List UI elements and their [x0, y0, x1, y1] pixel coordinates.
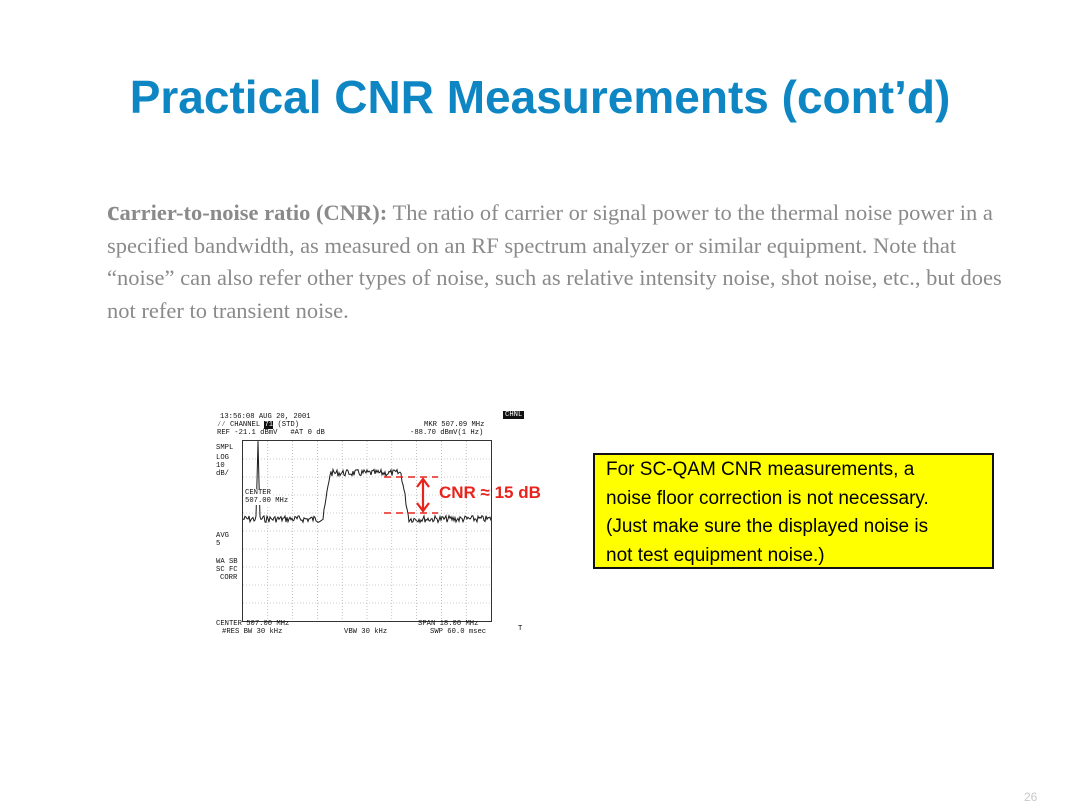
analyzer-reference-level: REF -21.1 dBmV #AT 0 dB — [217, 429, 325, 437]
definition-term — [107, 196, 388, 227]
note-box — [593, 453, 994, 569]
analyzer-channel-number: 71 — [264, 421, 274, 429]
note-line: For SC-QAM CNR measurements, a — [606, 459, 915, 480]
analyzer-center-value: 507.00 MHz — [245, 497, 289, 505]
analyzer-side-sc: SC FC — [216, 566, 238, 574]
analyzer-footer-center: CENTER 507.00 MHz — [216, 620, 290, 628]
analyzer-footer-t: T — [518, 625, 523, 633]
analyzer-marker-frequency: MKR 507.09 MHz — [424, 421, 485, 429]
analyzer-footer-span: SPAN 18.00 MHz — [418, 620, 479, 628]
spectrum-analyzer-screenshot — [212, 410, 542, 642]
analyzer-side-log: LOG — [216, 454, 229, 462]
definition-term-initial: c — [107, 196, 120, 227]
analyzer-footer-vbw: VBW 30 kHz — [344, 628, 388, 636]
analyzer-side-wa: WA SB — [216, 558, 238, 566]
slide-title: Practical CNR Measurements (cont’d) — [129, 71, 951, 123]
analyzer-mode-badge: CHNL — [505, 411, 523, 419]
cnr-definition — [107, 196, 1007, 327]
analyzer-side-scale: 10 — [216, 462, 225, 470]
spectrum-svg — [243, 441, 491, 621]
note-line: (Just make sure the displayed noise is — [606, 516, 929, 537]
cnr-label: CNR ≈ 15 dB — [439, 483, 541, 502]
analyzer-footer-sweep: SWP 60.0 msec — [430, 628, 487, 636]
note-line: noise floor correction is not necessary. — [606, 487, 929, 509]
analyzer-side-corr: CORR — [220, 574, 238, 582]
definition-term-rest: arrier-to-noise ratio (CNR): — [119, 200, 388, 225]
analyzer-side-smpl: SMPL — [216, 444, 234, 452]
analyzer-side-avg-value: 5 — [216, 540, 221, 548]
page-number: 26 — [1024, 790, 1038, 804]
graticule — [243, 441, 491, 621]
analyzer-timestamp: 13:56:08 AUG 20, 2001 — [220, 413, 311, 421]
analyzer-side-avg: AVG — [216, 532, 229, 540]
analyzer-center-label: CENTER — [245, 489, 271, 497]
note-line: not test equipment noise.) — [606, 544, 825, 566]
definition-text: The ratio of carrier or signal power to the thermal noise power in a specified bandwidth, as measured on an RF spectrum analyzer or similar equipment. Note that “noise” can also refer other types of noise, such as relative intensity noise, shot noise, etc., but does not refer to transient noise. — [107, 200, 1002, 323]
analyzer-footer-rbw: #RES BW 30 kHz — [222, 628, 283, 636]
analyzer-channel-label: ∕∕ CHANNEL 71 (STD) — [217, 421, 300, 429]
analyzer-marker-level: -88.70 dBmV(1 Hz) — [410, 429, 484, 437]
spectrum-plot — [242, 440, 492, 622]
analyzer-side-scale-unit: dB/ — [216, 470, 229, 478]
